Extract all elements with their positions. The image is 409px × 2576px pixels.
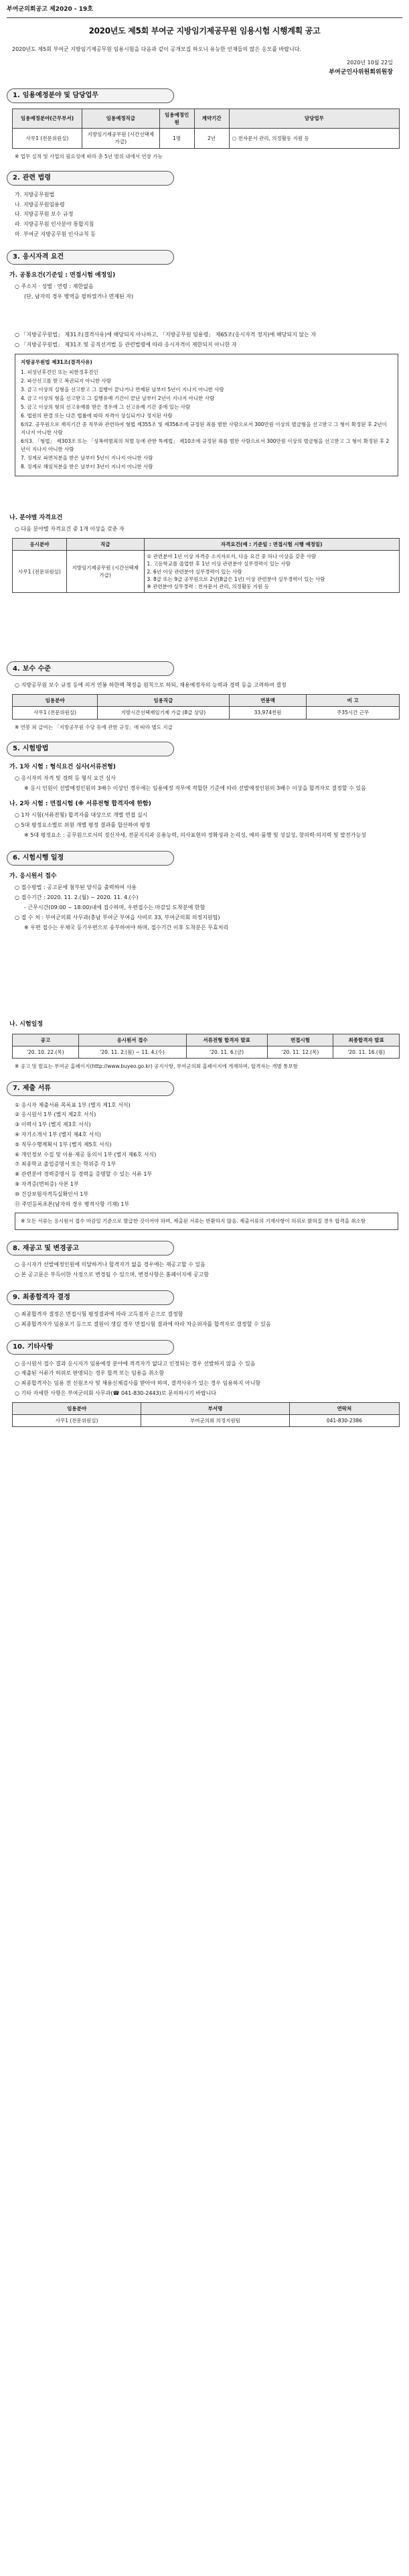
exam-line: ※ 응시 인원이 선발예정인원의 3배수 이상인 경우에는 임용예정 직무에 적합한 기준에 따라 선발예정인원의 3배수 이상을 합격자로 결정할 수 있음 (24, 785, 366, 792)
cell-dept: 사무1 (전문위원실) (13, 129, 82, 149)
disqualification-item: 6. 법원의 판결 또는 다른 법률에 따라 자격이 상실되거나 정지된 사람 (21, 412, 173, 419)
th-field: 응시분야 (13, 538, 67, 550)
disqualification-item: 3. 금고 이상의 실형을 선고받고 그 집행이 끝나거나 면제된 날부터 5년이 지나지 아니한 사람 (21, 386, 224, 393)
exam-schedule-heading: 나. 시험일정 (9, 1021, 44, 1028)
schedule-line: - 근무시간(09:00 ~ 18:00)내에 접수하며, 우편접수는 마감일 도착분에 한함 (24, 904, 206, 910)
section-10-number: 10. (13, 1343, 25, 1351)
misc-line: ○ 제출된 서류가 허위로 판명되는 경우 합격 또는 임용을 취소함 (15, 1370, 165, 1377)
th-final: 최종합격자 발표 (333, 1034, 400, 1046)
document-item: ⑦ 최종학교 졸업증명서 또는 학위증 각 1부 (15, 1161, 116, 1168)
disqualification-box (15, 354, 398, 476)
schedule-note: ※ 공고 및 발표는 부여군 홈페이지(http://www.buyeo.go.kr) 공지사항, 부여군의회 홈페이지에 게재하며, 합격자는 개별 통보함 (15, 1063, 298, 1070)
th-tel: 연락처 (289, 1402, 399, 1414)
section-4-title: 보수 수준 (22, 665, 51, 673)
signer: 부여군인사위원회위원장 (329, 69, 393, 76)
th-count: 임용예정인원 (159, 109, 194, 129)
salary-note: ※ 연봉 외 급여는 「지방공무원 수당 등에 관한 규정」에 따라 별도 지급 (15, 724, 173, 730)
document-item: ⑤ 직무수행계획서 1부 (별지 제5호 서식) (15, 1141, 112, 1148)
document-item: ② 응시원서 1부 (별지 제2호 서식) (15, 1111, 96, 1118)
th-field: 임용분야 (13, 695, 98, 707)
th-field: 임용분야 (13, 1402, 141, 1414)
gazette-number: 부여군의회공고 제2020 - 19호 (7, 4, 402, 18)
th-grade: 임용예정직급 (82, 109, 160, 129)
common-req-line: (단, 남자의 경우 병역을 필하였거나 면제된 자) (24, 293, 134, 300)
document-item: ③ 이력서 1부 (별지 제3호 서식) (15, 1122, 91, 1128)
section-10-title: 기타사항 (27, 1343, 54, 1351)
section-2-header (7, 171, 174, 186)
cell-remark: 주35시간 근무 (307, 707, 400, 719)
cell-field: 사무1 (전문위원실) (13, 551, 67, 593)
requirement-line: ※ 관련분야 실무경력 : 전자문서 관리, 의정활동 지원 등 (147, 584, 269, 590)
cell-tel: 041-830-2386 (289, 1414, 399, 1426)
schedule-line: ○ 접수기간 : 2020. 11. 2.(월) ~ 2020. 11. 4.(수) (15, 894, 139, 901)
contact-table (12, 1402, 400, 1428)
section-6-header (7, 851, 174, 866)
law-item: 가. 지방공무원법 (15, 191, 55, 198)
requirement-line: ① 관련분야 1년 이상 자격증 소지자로서, 다음 요건 중 하나 이상을 갖춘 사람 (147, 553, 317, 560)
section-4-number: 4. (13, 665, 20, 673)
application-heading: 가. 응시원서 접수 (9, 872, 57, 880)
exam-line: ○ 응시자의 자격 및 경력 등 형식 요건 심사 (15, 775, 116, 782)
positions-table-wrap (12, 109, 400, 149)
section-7-header (7, 1081, 174, 1096)
section-5-header (7, 742, 174, 756)
section-4-header (7, 661, 174, 676)
requirement-line: 2. 6년 이상 관련분야 실무경력이 있는 사람 (147, 568, 242, 575)
th-remark: 비 고 (307, 695, 400, 707)
th-duty: 담당업무 (229, 109, 399, 129)
law-item: 라. 지방공무원 인사분야 통합지침 (15, 221, 94, 228)
common-req-detail: ○ 「지방공무원법」 제31조 및 공직선거법 등 관련법령에 따라 응시자격이 제한되지 아니한 자 (15, 341, 237, 348)
salary-table (12, 694, 400, 720)
requirements-table (12, 538, 400, 594)
section-10-header (7, 1340, 174, 1355)
exam-line: ○ 1차 시험(서류전형) 합격자를 대상으로 개별 면접 실시 (15, 812, 148, 819)
th-notice: 공고 (13, 1034, 79, 1046)
section-3-title: 응시자격 요건 (22, 253, 64, 261)
misc-line: ○ 응시원서 접수 결과 응시자가 임용예정 분야에 적격자가 없다고 인정되는 경우 선발하지 않을 수 있음 (15, 1360, 256, 1367)
field-requirements-heading: 나. 분야별 자격요건 (9, 514, 63, 521)
law-item: 마. 부여군 지방공무원 인사규칙 등 (15, 231, 96, 238)
misc-line: ○ 기타 자세한 사항은 부여군의회 사무과(☎ 041-830-2443)로 문의하시기 바랍니다 (15, 1389, 217, 1396)
final-decision-line: ○ 최종합격자 결정은 면접시험 평정결과에 따라 고득점자 순으로 결정함 (15, 1310, 183, 1317)
renotice-line: ○ 본 공고문은 부득이한 사정으로 변경될 수 있으며, 변경사항은 홈페이지에 공고함 (15, 1272, 209, 1278)
disqualification-item: 6의3. 「형법」 제303조 또는 「성폭력범죄의 처벌 등에 관한 특례법」 제10조에 규정된 죄를 범한 사람으로서 300만원 이상의 벌금형을 선고받고 그 형이 확정된 후 2년이 지나지 아니한 사람 (21, 437, 390, 452)
renotice-line: ○ 응시자가 선발예정인원에 미달하거나 합격자가 없을 경우에는 재공고할 수 있음 (15, 1262, 206, 1268)
contact-table-wrap (12, 1402, 400, 1428)
document-note-box (15, 1213, 398, 1230)
common-req-line: ○ 주소지 · 성별 · 연령 : 제한없음 (15, 283, 94, 290)
schedule-line: ○ 접수방법 : 공고문에 첨부된 양식을 출력하여 사용 (15, 884, 137, 891)
section-7-title: 제출 서류 (22, 1085, 51, 1093)
common-req-detail: ○ 「지방공무원법」 제31조(결격사유)에 해당되지 아니하고, 「지방공무원 임용령」 제65조(응시자격 정지)에 해당되지 않는 자 (15, 331, 317, 338)
th-dept: 임용예정분야(근무부서) (13, 109, 82, 129)
document-item: ⑧ 관련분야 경력증명서 등 경력을 증명할 수 있는 서류 1부 (15, 1171, 153, 1178)
section-6-number: 6. (13, 854, 20, 862)
law-item: 다. 지방공무원 보수 규정 (15, 211, 74, 218)
disqualification-item: 6의2. 공무원으로 재직기간 중 직무와 관련하여 형법 제355조 및 제356조에 규정된 죄를 범한 사람으로서 300만원 이상의 벌금형을 선고받고 그 형이 확정된 후 2년이 지나지 아니한 사람 (21, 421, 387, 435)
exam-line: ※ 5대 평정요소 : 공무원으로서의 정신자세, 전문지식과 응용능력, 의사표현의 정확성과 논리성, 예의·품행 및 성실성, 창의력·의지력 및 발전가능성 (24, 832, 366, 839)
disqualification-item: 2. 파산선고를 받고 복권되지 아니한 사람 (21, 377, 111, 384)
th-doc: 서류전형 합격자 발표 (186, 1034, 267, 1046)
section-6-title: 시험시행 일정 (22, 854, 64, 862)
schedule-table-wrap (12, 1034, 400, 1059)
cell-notice: '20. 10. 22.(목) (13, 1046, 79, 1059)
document-title: 2020년도 제5회 부여군 지방임기제공무원 임용시험 시행계획 공고 (88, 25, 321, 36)
document-item: ④ 자기소개서 1부 (별지 제4호 서식) (15, 1131, 102, 1138)
cell-grade: 지방시간선택제임기제 가급 (8급 상당) (98, 707, 230, 719)
requirements-table-wrap (12, 538, 400, 594)
disqualification-item: 8. 징계로 해임처분을 받은 날부터 3년이 지나지 아니한 사람 (21, 463, 153, 470)
section-8-title: 재공고 및 변경공고 (22, 1244, 80, 1252)
section-5-number: 5. (13, 745, 20, 753)
th-dept: 부서명 (141, 1402, 290, 1414)
cell-duty: ○ 전자문서 관리, 의정활동 지원 등 (229, 129, 399, 149)
th-grade: 직급 (66, 538, 144, 550)
final-decision-line: ○ 최종합격자가 임용포기 등으로 결원이 생길 경우 면접시험 결과에 따라 차순위자를 합격자로 결정할 수 있음 (15, 1320, 271, 1327)
th-period: 계약기간 (194, 109, 229, 129)
th-requirements: 자격요건(예 : 기준일 : 면접시험 시행 예정일) (144, 538, 400, 550)
exam-line: ○ 5대 평정요소별로 위원 개별 평정 결과를 합산하여 평정 (15, 822, 151, 829)
cell-grade: 지방임기제공무원 (시간선택제 가급) (82, 129, 160, 149)
cell-grade: 지방임기제공무원 (시간선택제 가급) (66, 551, 144, 593)
cell-interview: '20. 11. 12.(목) (267, 1046, 333, 1059)
section-8-number: 8. (13, 1244, 20, 1252)
th-interview: 면접시험 (267, 1034, 333, 1046)
disqualification-item: 7. 징계로 파면처분을 받은 날부터 5년이 지나지 아니한 사람 (21, 454, 153, 461)
requirement-line: 1. 고등학교를 졸업한 후 1년 이상 관련분야 실무경력이 있는 사람 (147, 561, 291, 567)
section-2-number: 2. (13, 174, 20, 182)
section-2-title: 관련 법령 (22, 174, 51, 182)
cell-period: 2년 (194, 129, 229, 149)
salary-line: ○ 지방공무원 보수 규정 등에 의거 연봉 하한액 책정을 원칙으로 하되, 채용예정자의 능력과 경력 등을 고려하여 결정 (15, 682, 287, 689)
document-item: ⑩ 건강보험자격득실확인서 1부 (15, 1191, 89, 1197)
section-1-number: 1. (13, 92, 20, 100)
intro-text: 2020년도 제5회 부여군 지방임기제공무원 임용시험을 다음과 같이 공개모집 하오니 유능한 인재들의 많은 응모를 바랍니다. (12, 46, 301, 52)
cell-count: 1명 (159, 129, 194, 149)
cell-field: 사무1 (전문위원실) (13, 1414, 141, 1426)
exam-stage-1: 가. 1차 시험 : 형식요건 심사(서류전형) (9, 763, 116, 770)
section-1-header (7, 88, 174, 103)
requirement-line: 3. 8급 또는 9급 공무원으로 2년(8급은 1년) 이상 관련분야 실무경력이 있는 사람 (147, 575, 325, 582)
cell-final: '20. 11. 16.(월) (333, 1046, 400, 1059)
th-grade: 임용직급 (98, 695, 230, 707)
disqualification-item: 1. 피성년후견인 또는 피한정후견인 (21, 368, 98, 375)
th-apply: 응시원서 접수 (78, 1034, 186, 1046)
section-1-title: 임용예정분야 및 담당업무 (22, 92, 98, 100)
cell-requirements (144, 551, 400, 593)
cell-apply: '20. 11. 2.(월) ~ 11. 4.(수) (78, 1046, 186, 1059)
notice-date: 2020년 10월 22일 (347, 60, 393, 66)
section-5-title: 시험방법 (22, 745, 49, 753)
schedule-line: ○ 접 수 처 : 부여군의회 사무과(충남 부여군 부여읍 사비로 33, 부여군의회 의정지원팀) (15, 914, 220, 921)
positions-table (12, 109, 400, 149)
section-9-title: 최종합격자 결정 (22, 1294, 70, 1302)
cell-dept: 부여군의회 의정지원팀 (141, 1414, 290, 1426)
exam-stage-2: 나. 2차 시험 : 면접시험 (※ 서류전형 합격자에 한함) (9, 800, 151, 807)
cell-doc: '20. 11. 6.(금) (186, 1046, 267, 1059)
disqualification-item: 4. 금고 이상의 형을 선고받고 그 집행유예 기간이 끝난 날부터 2년이 지나지 아니한 사람 (21, 395, 215, 401)
document-item: ⑪ 주민등록초본(남자의 경우 병적사항 기재) 1부 (15, 1201, 130, 1207)
document-item: ① 응시자 제출서류 목록표 1부 (별지 제1호 서식) (15, 1101, 131, 1108)
document-item: ⑥ 개인정보 수집 및 이용·제공 동의서 1부 (별지 제6호 서식) (15, 1151, 157, 1158)
document-item: ⑨ 자격증(면허증) 사본 1부 (15, 1180, 79, 1187)
cell-field: 사무1 (전문위원실) (13, 707, 98, 719)
section-3-header (7, 250, 174, 265)
common-requirements-heading: 가. 공통요건(기준일 : 면접시험 예정일) (9, 271, 116, 279)
salary-table-wrap (12, 694, 400, 720)
cell-pay: 33,974천원 (229, 707, 307, 719)
misc-line: ○ 최종합격자는 임용 전 신원조사 및 채용신체검사를 받아야 하며, 결격사유가 있는 경우 임용하지 아니함 (15, 1380, 261, 1387)
section-9-header (7, 1290, 174, 1305)
section-8-header (7, 1241, 174, 1256)
section-9-number: 9. (13, 1294, 20, 1302)
section-3-number: 3. (13, 253, 20, 261)
schedule-table (12, 1034, 400, 1059)
section-1-note: ※ 업무 실적 및 사업의 필요성에 따라 총 5년 범위 내에서 연장 가능 (15, 153, 163, 159)
law-item: 나. 지방공무원임용령 (15, 201, 65, 208)
schedule-line: ※ 우편 접수는 우체국 등기우편으로 송부하여야 하며, 접수기간 이후 도착분은 무효처리 (24, 924, 229, 931)
document-note: ※ 모든 서류는 응시원서 접수 마감일 기준으로 발급한 것이어야 하며, 제출된 서류는 반환하지 않음. 제출서류의 기재사항이 허위로 밝혀질 경우 합격을 취소함 (21, 1218, 366, 1225)
section-7-number: 7. (13, 1085, 20, 1093)
disqualification-item: 5. 금고 이상의 형의 선고유예를 받은 경우에 그 선고유예 기간 중에 있는 사람 (21, 403, 191, 410)
field-requirements-note: ○ 다음 분야별 자격요건 중 1개 이상을 갖춘 자 (15, 526, 125, 533)
disqualification-title: 지방공무원법 제31조(결격사유) (21, 358, 92, 365)
th-pay: 연봉액 (229, 695, 307, 707)
